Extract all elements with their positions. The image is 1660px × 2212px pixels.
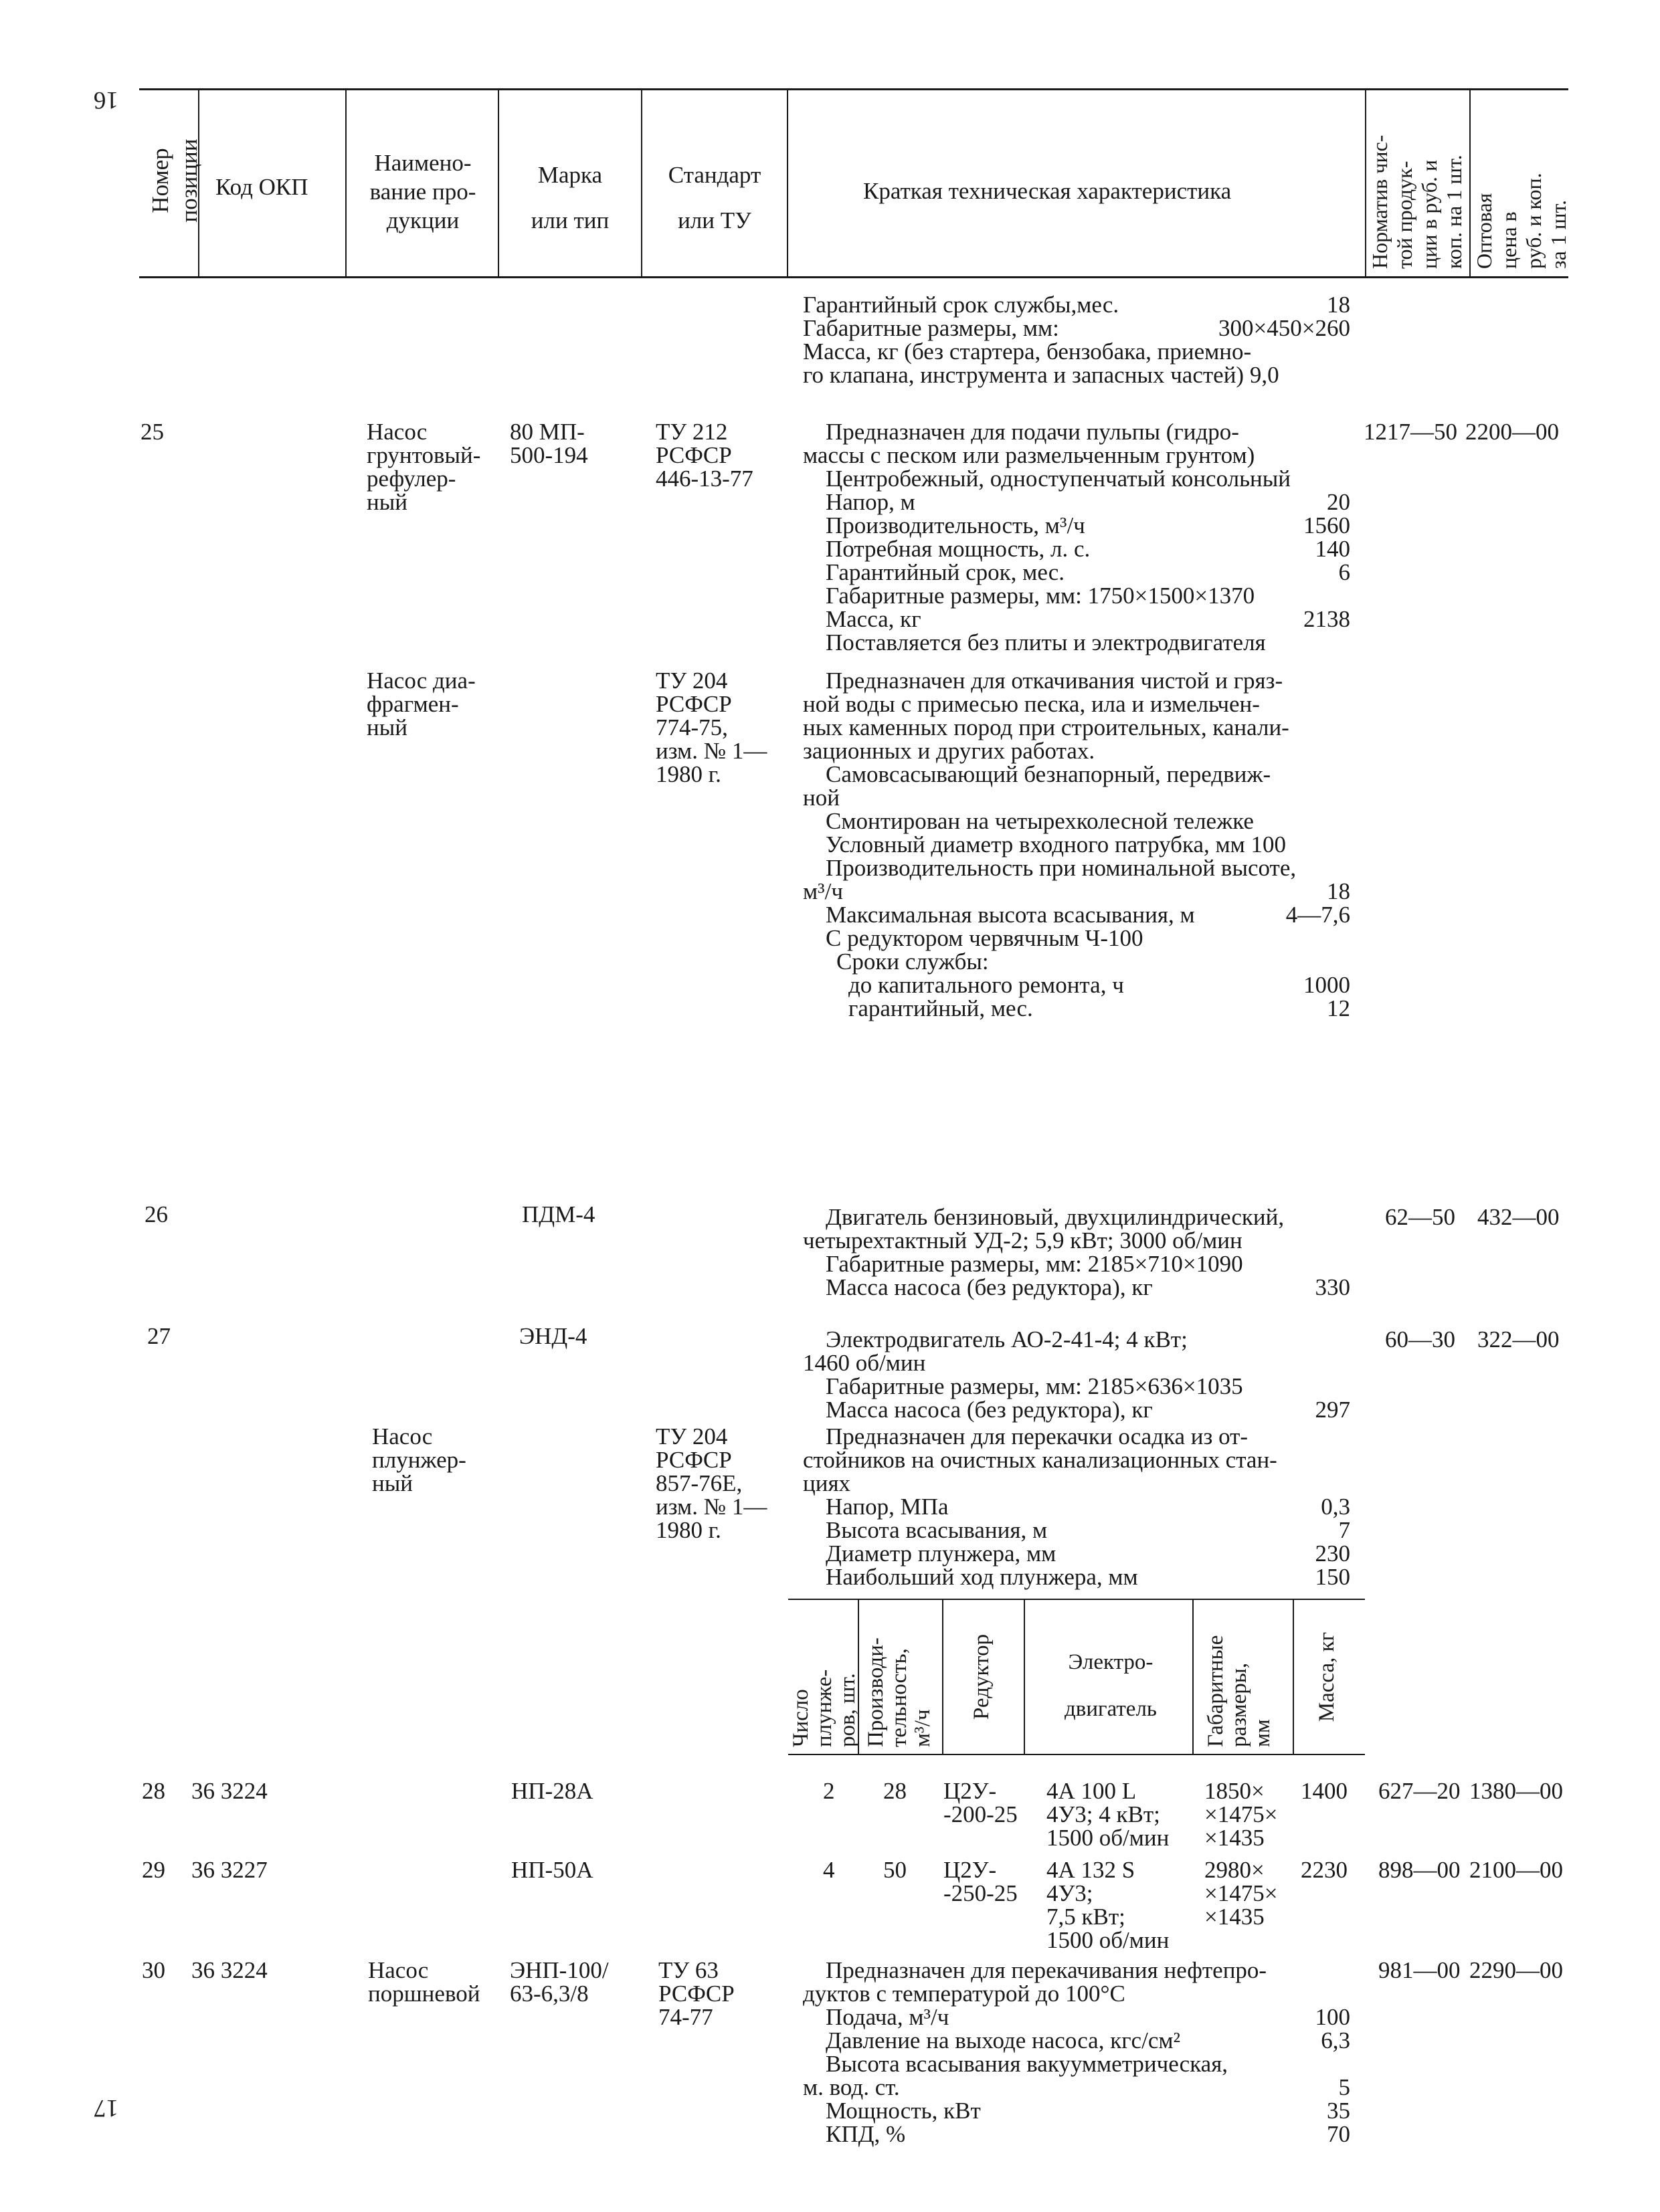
spec-line bbox=[803, 584, 1350, 607]
row-25-brand: 80 МП- 500-194 bbox=[510, 419, 588, 468]
spec-line-text: Производительность при номинальной высоте, bbox=[826, 855, 1297, 881]
row-29-capacity: 50 bbox=[883, 1857, 907, 1883]
row-29-price: 2100—00 bbox=[1469, 1857, 1563, 1883]
row-27-norm: 60—30 bbox=[1385, 1326, 1455, 1352]
subheader-mass: Масса, кг bbox=[1315, 1631, 1339, 1722]
spec-line-text: Самовсасывающий безнапорный, передвиж- bbox=[826, 761, 1271, 787]
spec-line-text: Масса насоса (без редуктора), кг bbox=[826, 1397, 1153, 1423]
diaphragm-spec bbox=[803, 669, 1350, 1020]
row-26-spec bbox=[803, 1205, 1350, 1299]
spec-line-value: 5 bbox=[1338, 2074, 1350, 2100]
spec-line-text: Двигатель бензиновый, двухцилиндрический, bbox=[826, 1204, 1285, 1230]
spec-line bbox=[803, 631, 1350, 654]
row-30-norm: 981—00 bbox=[1378, 1957, 1461, 1983]
spec-line-text: Диаметр плунжера, мм bbox=[826, 1540, 1056, 1567]
spec-line-text: Габаритные размеры, мм: bbox=[803, 315, 1059, 341]
row-29-dims: 2980× ×1475× ×1435 bbox=[1204, 1857, 1278, 1930]
spec-line-text: Сроки службы: bbox=[836, 948, 989, 975]
spec-line bbox=[803, 1276, 1350, 1299]
row-28-okp: 36 3224 bbox=[191, 1778, 268, 1804]
diaphragm-standard: ТУ 204 РСФСР 774-75, изм. № 1— 1980 г. bbox=[656, 668, 767, 787]
header-divider bbox=[787, 90, 788, 276]
row-29-reducer: Ц2У- -250-25 bbox=[943, 1857, 1018, 1906]
spec-line bbox=[803, 809, 1350, 833]
spec-line bbox=[803, 880, 1350, 903]
spec-line-value: 2138 bbox=[1303, 606, 1350, 632]
spec-line bbox=[803, 833, 1350, 856]
row-28-norm: 627—20 bbox=[1378, 1778, 1461, 1804]
spec-line-text: Предназначен для откачивания чистой и гряз- bbox=[826, 668, 1283, 694]
spec-line-text: Масса насоса (без редуктора), кг bbox=[826, 1274, 1153, 1300]
spec-line-value: 70 bbox=[1327, 2121, 1350, 2147]
spec-line-value: 230 bbox=[1315, 1540, 1350, 1567]
spec-line-text: ных каменных пород при строительных, канали- bbox=[803, 714, 1289, 740]
spec-line-text: стойников на очистных канализационных стан- bbox=[803, 1447, 1277, 1473]
row-26-norm: 62—50 bbox=[1385, 1204, 1455, 1230]
row-30-spec bbox=[803, 1958, 1350, 2146]
row-27-number: 27 bbox=[147, 1323, 171, 1349]
row-25-spec bbox=[803, 420, 1350, 654]
spec-line bbox=[803, 2005, 1350, 2029]
row-25-standard: ТУ 212 РСФСР 446-13-77 bbox=[656, 419, 753, 492]
header-spec: Краткая техническая характеристика bbox=[863, 178, 1232, 204]
spec-line-text: Габаритные размеры, мм: 1750×1500×1370 bbox=[826, 583, 1255, 609]
row-29-norm: 898—00 bbox=[1378, 1857, 1461, 1883]
subheader-reducer: Редуктор bbox=[970, 1634, 994, 1720]
header-divider bbox=[498, 90, 499, 276]
spec-line-text: Предназначен для перекачивания нефтепро- bbox=[826, 1957, 1267, 1983]
spec-line bbox=[803, 716, 1350, 739]
spec-line-text: Напор, м bbox=[826, 489, 915, 515]
header-position: Номер позиции bbox=[147, 138, 202, 223]
row-29-okp: 36 3227 bbox=[191, 1857, 268, 1883]
spec-line-value: 0,3 bbox=[1321, 1494, 1350, 1520]
header-divider bbox=[1365, 90, 1366, 276]
row-29-count: 4 bbox=[823, 1857, 835, 1883]
spec-line-text: КПД, % bbox=[826, 2121, 906, 2147]
subtable-divider bbox=[942, 1600, 943, 1754]
header-standard: Стандарт или ТУ bbox=[668, 162, 761, 233]
row-25-name: Насос грунтовый- рефулер- ный bbox=[367, 419, 481, 515]
subtable-divider bbox=[1192, 1600, 1194, 1754]
spec-line-value: 300×450×260 bbox=[1218, 315, 1350, 341]
continuation-spec bbox=[803, 293, 1350, 387]
spec-line bbox=[803, 1448, 1350, 1472]
diaphragm-name: Насос диа- фрагмен- ный bbox=[367, 668, 476, 740]
spec-line-text: С редуктором червячным Ч-100 bbox=[826, 925, 1143, 951]
row-25-norm: 1217—50 bbox=[1364, 419, 1457, 445]
spec-line-text: Центробежный, одноступенчатый консольный bbox=[826, 466, 1291, 492]
spec-line bbox=[803, 2029, 1350, 2052]
spec-line bbox=[803, 514, 1350, 537]
row-30-number: 30 bbox=[142, 1957, 165, 1983]
spec-line bbox=[803, 997, 1350, 1020]
plunger-standard: ТУ 204 РСФСР 857-76Е, изм. № 1— 1980 г. bbox=[656, 1423, 767, 1543]
spec-line bbox=[803, 363, 1350, 387]
spec-line-text: Максимальная высота всасывания, м bbox=[826, 902, 1195, 928]
spec-line-text: 1460 об/мин bbox=[803, 1350, 926, 1376]
spec-line-value: 1000 bbox=[1303, 972, 1350, 998]
spec-line bbox=[803, 1518, 1350, 1542]
spec-line-value: 18 bbox=[1327, 878, 1350, 904]
row-28-number: 28 bbox=[142, 1778, 165, 1804]
spec-line bbox=[803, 973, 1350, 997]
spec-line bbox=[803, 1229, 1350, 1252]
spec-line bbox=[803, 1565, 1350, 1589]
spec-line bbox=[803, 1351, 1350, 1375]
subheader-motor: Электро- двигатель bbox=[1065, 1650, 1157, 1721]
spec-line bbox=[803, 1398, 1350, 1421]
spec-line bbox=[803, 1375, 1350, 1398]
subtable-divider bbox=[1293, 1600, 1294, 1754]
spec-line bbox=[803, 316, 1350, 340]
spec-line-text: Смонтирован на четырехколесной тележке bbox=[826, 808, 1254, 834]
spec-line-text: Предназначен для подачи пульпы (гидро- bbox=[826, 419, 1239, 445]
header-price: Оптовая цена в руб. и коп. за 1 шт. bbox=[1472, 173, 1570, 269]
spec-line-text: четырехтактный УД-2; 5,9 кВт; 3000 об/мин bbox=[803, 1227, 1242, 1253]
spec-line bbox=[803, 2076, 1350, 2099]
spec-line-text: Подача, м³/ч bbox=[826, 2004, 949, 2030]
spec-line bbox=[803, 1252, 1350, 1276]
row-26-brand: ПДМ-4 bbox=[522, 1201, 595, 1227]
spec-line-text: Масса, кг bbox=[826, 606, 921, 632]
spec-line-text: Габаритные размеры, мм: 2185×710×1090 bbox=[826, 1251, 1243, 1277]
row-29-motor: 4А 132 S 4У3; 7,5 кВт; 1500 об/мин bbox=[1046, 1857, 1170, 1953]
spec-line-text: до капитального ремонта, ч bbox=[848, 972, 1124, 998]
spec-line-text: Давление на выходе насоса, кгс/см² bbox=[826, 2027, 1180, 2053]
plunger-name: Насос плунжер- ный bbox=[372, 1423, 466, 1496]
spec-line-text: ной bbox=[803, 785, 840, 811]
spec-line bbox=[803, 293, 1350, 316]
header-top-rule bbox=[139, 88, 1568, 90]
row-30-standard: ТУ 63 РСФСР 74-77 bbox=[658, 1957, 735, 2030]
row-27-price: 322—00 bbox=[1477, 1326, 1560, 1352]
spec-line bbox=[803, 1542, 1350, 1565]
spec-line-text: Производительность, м³/ч bbox=[826, 512, 1085, 538]
spec-line bbox=[803, 786, 1350, 809]
row-30-price: 2290—00 bbox=[1469, 1957, 1563, 1983]
spec-line bbox=[803, 420, 1350, 443]
spec-line-value: 18 bbox=[1327, 292, 1350, 318]
spec-line-value: 1560 bbox=[1303, 512, 1350, 538]
row-28-motor: 4А 100 L 4У3; 4 кВт; 1500 об/мин bbox=[1046, 1778, 1170, 1851]
spec-line bbox=[803, 607, 1350, 631]
spec-line bbox=[803, 692, 1350, 716]
spec-line bbox=[803, 1958, 1350, 1982]
spec-line-text: циях bbox=[803, 1470, 851, 1496]
spec-line bbox=[803, 763, 1350, 786]
spec-line-text: массы с песком или размельченным грунтом) bbox=[803, 442, 1255, 468]
spec-line bbox=[803, 1982, 1350, 2005]
row-28-price: 1380—00 bbox=[1469, 1778, 1563, 1804]
spec-line-text: Масса, кг (без стартера, бензобака, приемно- bbox=[803, 338, 1252, 365]
row-29-mass: 2230 bbox=[1301, 1857, 1348, 1883]
page-number-bottom: 17 bbox=[94, 2094, 118, 2122]
spec-line-text: м³/ч bbox=[803, 878, 843, 904]
row-28-count: 2 bbox=[823, 1778, 835, 1804]
spec-line-value: 297 bbox=[1315, 1397, 1350, 1423]
spec-line-text: Предназначен для перекачки осадка из от- bbox=[826, 1423, 1249, 1449]
spec-line-text: Высота всасывания вакуумметрическая, bbox=[826, 2051, 1228, 2077]
subtable-bottom-rule bbox=[788, 1754, 1365, 1755]
row-26-number: 26 bbox=[145, 1201, 168, 1227]
spec-line bbox=[803, 1328, 1350, 1351]
row-28-mass: 1400 bbox=[1301, 1778, 1348, 1804]
row-30-okp: 36 3224 bbox=[191, 1957, 268, 1983]
spec-line bbox=[803, 443, 1350, 467]
spec-line bbox=[803, 856, 1350, 880]
row-27-brand: ЭНД-4 bbox=[519, 1323, 587, 1349]
spec-line bbox=[803, 490, 1350, 514]
row-30-brand: ЭНП-100/ 63-6,3/8 bbox=[510, 1957, 609, 2007]
spec-line bbox=[803, 669, 1350, 692]
spec-line-value: 35 bbox=[1327, 2098, 1350, 2124]
spec-line bbox=[803, 950, 1350, 973]
spec-line-text: Условный диаметр входного патрубка, мм 100 bbox=[826, 831, 1287, 858]
row-29-brand: НП-50А bbox=[511, 1857, 593, 1883]
spec-line-text: Наибольший ход плунжера, мм bbox=[826, 1564, 1138, 1590]
spec-line-value: 12 bbox=[1327, 995, 1350, 1021]
spec-line bbox=[803, 2122, 1350, 2146]
header-bottom-rule bbox=[139, 276, 1568, 278]
spec-line-text: Габаритные размеры, мм: 2185×636×1035 bbox=[826, 1373, 1243, 1399]
subheader-dims: Габаритные размеры, мм bbox=[1204, 1635, 1275, 1747]
spec-line-text: Потребная мощность, л. с. bbox=[826, 536, 1091, 562]
spec-line-value: 6,3 bbox=[1321, 2027, 1350, 2053]
header-brand: Марка или тип bbox=[531, 162, 610, 233]
spec-line bbox=[803, 2052, 1350, 2076]
page-number-top: 16 bbox=[94, 86, 118, 114]
row-30-name: Насос поршневой bbox=[368, 1957, 480, 2007]
spec-line-text: м. вод. ст. bbox=[803, 2074, 900, 2100]
spec-line bbox=[803, 2099, 1350, 2122]
spec-line bbox=[803, 467, 1350, 490]
spec-line-text: зационных и других работах. bbox=[803, 738, 1095, 764]
spec-line bbox=[803, 1472, 1350, 1495]
spec-line-text: Напор, МПа bbox=[826, 1494, 949, 1520]
spec-line-text: Мощность, кВт bbox=[826, 2098, 981, 2124]
header-divider bbox=[641, 90, 642, 276]
spec-line bbox=[803, 537, 1350, 561]
spec-line-value: 6 bbox=[1338, 559, 1350, 585]
spec-line-text: Гарантийный срок, мес. bbox=[826, 559, 1065, 585]
spec-line bbox=[803, 903, 1350, 926]
subtable-divider bbox=[1024, 1600, 1025, 1754]
row-28-dims: 1850× ×1475× ×1435 bbox=[1204, 1778, 1278, 1851]
row-28-reducer: Ц2У- -200-25 bbox=[943, 1778, 1018, 1827]
spec-line-text: Электродвигатель АО-2-41-4; 4 кВт; bbox=[826, 1326, 1188, 1352]
spec-line bbox=[803, 1205, 1350, 1229]
spec-line-value: 100 bbox=[1315, 2004, 1350, 2030]
header-divider bbox=[345, 90, 347, 276]
spec-line-value: 7 bbox=[1338, 1517, 1350, 1543]
spec-line bbox=[803, 1425, 1350, 1448]
subheader-count: Число плунже- ров, шт. bbox=[789, 1669, 860, 1747]
spec-line-text: Высота всасывания, м bbox=[826, 1517, 1048, 1543]
row-29-number: 29 bbox=[142, 1857, 165, 1883]
spec-line-text: Поставляется без плиты и электродвигателя bbox=[826, 629, 1266, 656]
header-okp: Код ОКП bbox=[215, 174, 308, 200]
spec-line bbox=[803, 1495, 1350, 1518]
spec-line-value: 140 bbox=[1315, 536, 1350, 562]
header-divider bbox=[1469, 90, 1471, 276]
spec-line-value: 150 bbox=[1315, 1564, 1350, 1590]
spec-line-value: 4—7,6 bbox=[1285, 902, 1350, 928]
spec-line-value: 330 bbox=[1315, 1274, 1350, 1300]
row-28-capacity: 28 bbox=[883, 1778, 907, 1804]
spec-line bbox=[803, 340, 1350, 363]
spec-line bbox=[803, 561, 1350, 584]
spec-line-text: Гарантийный срок службы,мес. bbox=[803, 292, 1119, 318]
spec-line-text: гарантийный, мес. bbox=[848, 995, 1033, 1021]
spec-line-text: го клапана, инструмента и запасных частей) 9,0 bbox=[803, 362, 1279, 388]
subtable-top-rule bbox=[788, 1599, 1365, 1600]
row-25-number: 25 bbox=[141, 419, 164, 445]
spec-line bbox=[803, 926, 1350, 950]
header-name: Наимено- вание про- дукции bbox=[369, 150, 476, 233]
row-27-spec bbox=[803, 1328, 1350, 1421]
row-26-price: 432—00 bbox=[1477, 1204, 1560, 1230]
spec-line-text: ной воды с примесью песка, ила и измельчен- bbox=[803, 691, 1260, 717]
row-25-price: 2200—00 bbox=[1465, 419, 1559, 445]
plunger-spec bbox=[803, 1425, 1350, 1589]
row-28-brand: НП-28А bbox=[511, 1778, 593, 1804]
spec-line-value: 20 bbox=[1327, 489, 1350, 515]
spec-line bbox=[803, 739, 1350, 763]
header-norm: Норматив чис- той продук- ции в руб. и коп. на 1 шт. bbox=[1368, 134, 1466, 269]
spec-line-text: дуктов с температурой до 100°С bbox=[803, 1981, 1125, 2007]
subheader-capacity: Производи- тельность, м³/ч bbox=[864, 1637, 935, 1747]
